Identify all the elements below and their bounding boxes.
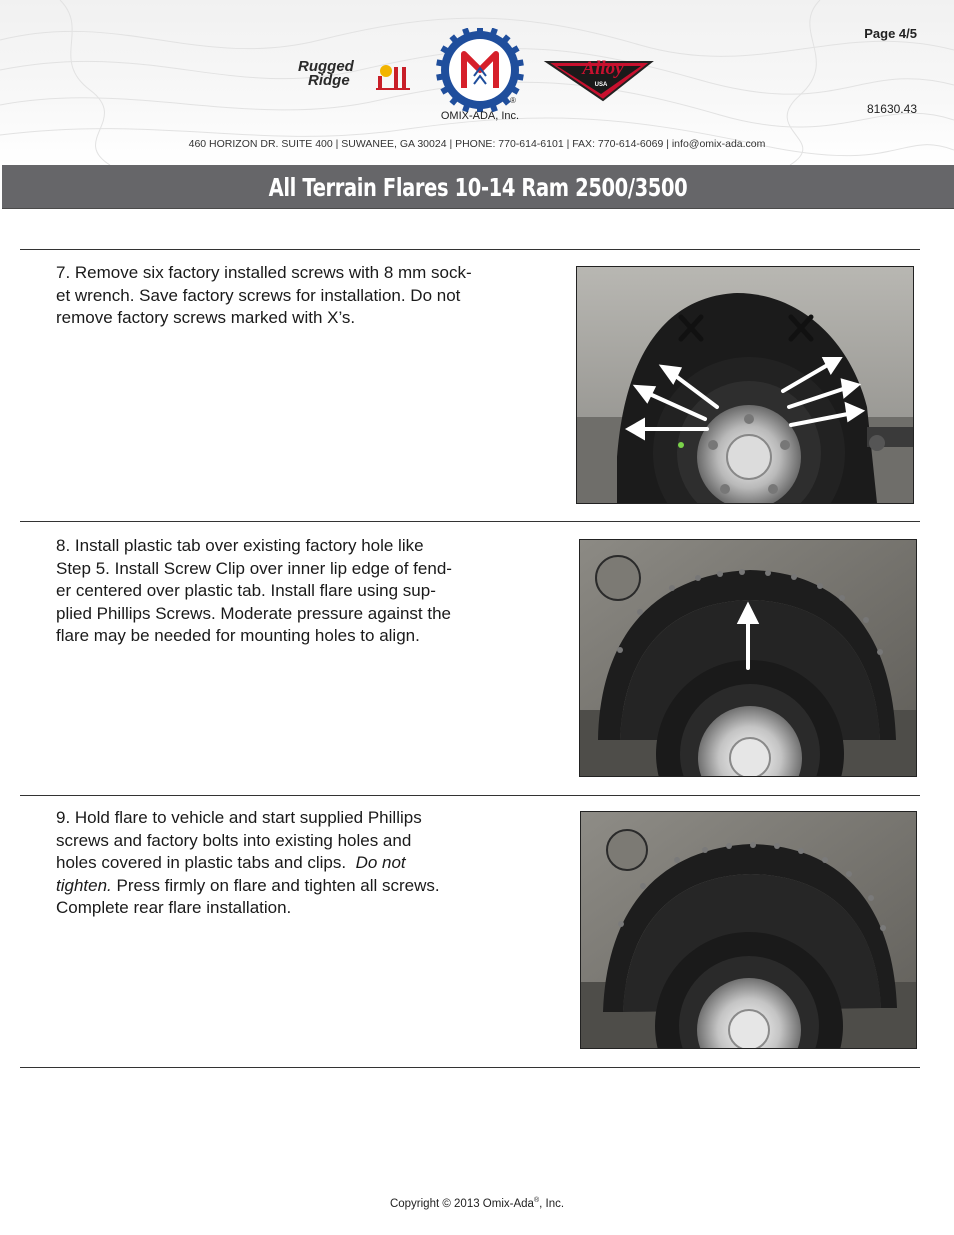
step-9-line: [56, 875, 556, 898]
step-9-instructions: [56, 807, 556, 920]
step-8-line: er centered over plastic tab. Install flare using sup-: [56, 581, 436, 600]
step-9-line: 9. Hold flare to vehicle and start supplied Phillips: [56, 808, 422, 827]
rugged-ridge-logo-word-1: Rugged: [298, 58, 354, 75]
copyright-text: Copyright © 2013 Omix-Ada: [389, 1197, 534, 1210]
title-bar: [2, 165, 954, 209]
copyright-registered-mark: ®: [533, 1197, 540, 1204]
rugged-ridge-emblem-icon: [374, 62, 412, 90]
alloy-usa-label: USA: [594, 82, 608, 88]
section-divider: [20, 795, 920, 796]
rugged-ridge-logo: [298, 60, 418, 94]
step-8-line: plied Phillips Screws. Moderate pressure against the: [56, 603, 451, 623]
step-8-photo: [579, 539, 917, 777]
page-number: Page 4/5: [864, 26, 917, 41]
step-9-emphasis: tighten.: [56, 875, 112, 895]
copyright-suffix: , Inc.: [539, 1197, 565, 1210]
step-8-instructions: [56, 535, 556, 648]
step-7-line: et wrench. Save factory screws for installation. Do not: [56, 285, 461, 305]
step-7-line: 7. Remove six factory installed screws with 8 mm sock-: [56, 263, 472, 282]
step-9-photo: [580, 811, 917, 1049]
step-7-instructions: [56, 262, 556, 330]
copyright: [0, 1197, 954, 1210]
section-divider: [20, 1067, 920, 1068]
omix-registered-mark: ®: [510, 96, 516, 105]
part-number: 81630.43: [866, 102, 917, 116]
step-7-line: remove factory screws marked with X’s.: [56, 308, 356, 327]
alloy-usa-logo: [543, 52, 655, 102]
step-8-line: 8. Install plastic tab over existing factory hole like: [56, 536, 424, 555]
omix-ada-label: OMIX-ADA, Inc.: [440, 110, 520, 122]
document-title: All Terrain Flares 10-14 Ram 2500/3500: [268, 173, 688, 202]
section-divider: [20, 249, 920, 250]
omix-ada-logo: [430, 28, 530, 128]
step-9-line: [56, 852, 556, 875]
step-9-line: screws and factory bolts into existing holes and: [56, 830, 412, 850]
step-8-line: Step 5. Install Screw Clip over inner lip edge of fend-: [56, 558, 452, 578]
section-divider: [20, 521, 920, 522]
step-8-line: flare may be needed for mounting holes to align.: [56, 626, 420, 645]
step-7-photo: [576, 266, 914, 504]
step-9-text: holes covered in plastic tabs and clips.: [56, 853, 347, 872]
rugged-ridge-logo-word-2: Ridge: [308, 72, 350, 89]
alloy-wordmark: Alloy: [582, 58, 624, 79]
contact-info: 460 HORIZON DR. SUITE 400 | SUWANEE, GA 30024 | PHONE: 770-614-6101 | FAX: 770-614-6069 | info@omix-ada.com: [188, 138, 766, 150]
step-9-line: Complete rear flare installation.: [56, 898, 292, 917]
step-9-emphasis: Do not: [355, 853, 406, 872]
step-9-text: Press firmly on flare and tighten all screws.: [111, 875, 440, 895]
